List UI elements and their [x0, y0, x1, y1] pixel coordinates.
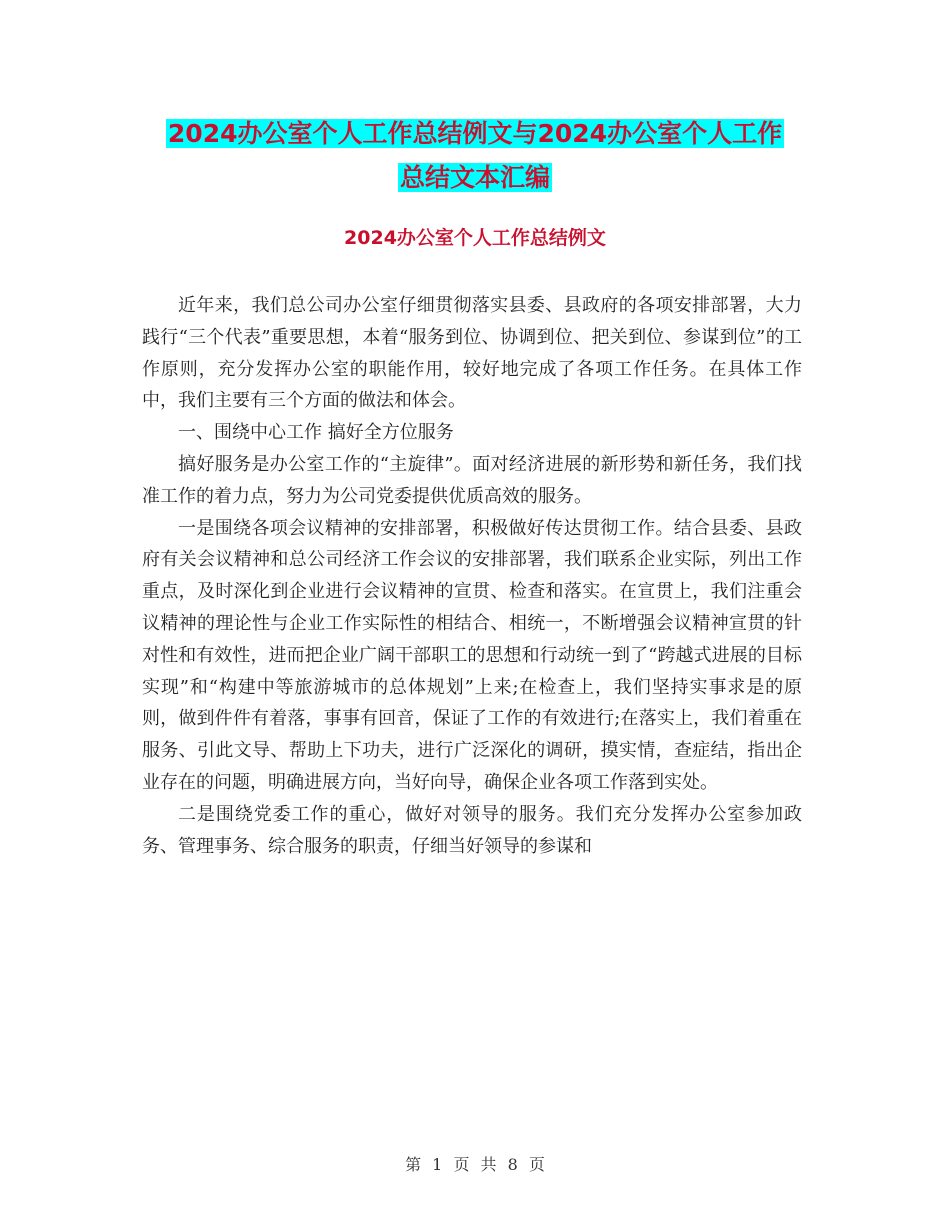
document-body — [142, 290, 802, 862]
paragraph-service: 搞好服务是办公室工作的“主旋律”。面对经济进展的新形势和新任务，我们找准工作的着力点，努力为公司党委提供优质高效的服务。 — [142, 453, 802, 507]
paragraph-point-1: 一是围绕各项会议精神的安排部署，积极做好传达贯彻工作。结合县委、县政府有关会议精神和总公司经济工作会议的安排部署，我们联系企业实际，列出工作重点，及时深化到企业进行会议精神的宣贯、检查和落实。在宣贯上，我们注重会议精神的理论性与企业工作实际性的相结合、相统一，不断增强会议精神宣贯的针对性和有效性，进而把企业广阔干部职工的思想和行动统一到了“跨越式进展的目标实现”和“构建中等旅游城市的总体规划”上来;在检查上，我们坚持实事求是的原则，做到件件有着落，事事有回音，保证了工作的有效进行;在落实上，我们着重在服务、引此文导、帮助上下功夫，进行广泛深化的调研，摸实情，查症结，指出企业存在的问题，明确进展方向，当好向导，确保企业各项工作落到实处。 — [142, 517, 802, 793]
paragraph-intro: 近年来，我们总公司办公室仔细贯彻落实县委、县政府的各项安排部署，大力践行“三个代表”重要思想，本着“服务到位、协调到位、把关到位、参谋到位”的工作原则，充分发挥办公室的职能作用，较好地完成了各项工作任务。在具体工作中，我们主要有三个方面的做法和体会。 — [142, 295, 802, 412]
page-footer: 第 1 页 共 8 页 — [405, 1155, 545, 1174]
paragraph-heading-1: 一、围绕中心工作 搞好全方位服务 — [178, 422, 454, 444]
document-title-line-1: 2024办公室个人工作总结例文与2024办公室个人工作 — [167, 119, 783, 148]
document-title-line-2: 总结文本汇编 — [399, 163, 550, 192]
paragraph-point-2: 二是围绕党委工作的重心，做好对领导的服务。我们充分发挥办公室参加政务、管理事务、综合服务的职责，仔细当好领导的参谋和 — [142, 803, 802, 857]
document-title — [0, 112, 950, 200]
section-title: 2024办公室个人工作总结例文 — [344, 227, 606, 249]
